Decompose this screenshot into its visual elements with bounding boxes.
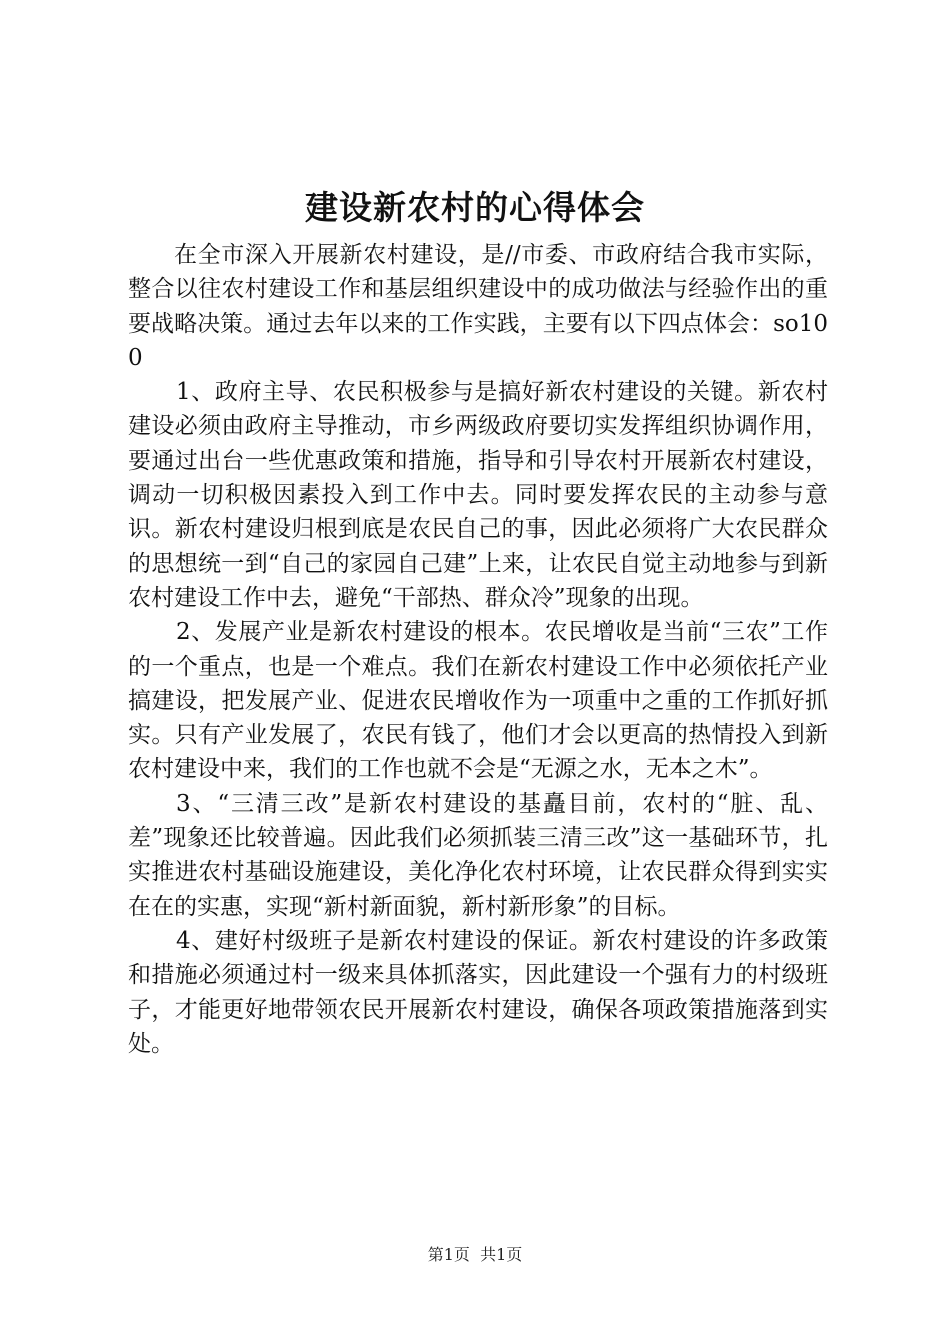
document-title: 建设新农村的心得体会 <box>305 188 645 227</box>
point-3-paragraph: 3、“三清三改”是新农村建设的基矗目前，农村的“脏、乱、差”现象还比较普遍。因此我们必须抓装三清三改”这一基础环节，扎实推进农村基础设施建设，美化净化农村环境，让农民群众得到实实在在的实惠，实现“新村新面貌，新村新形象”的目标。 <box>128 790 828 920</box>
document-body <box>128 238 828 1061</box>
intro-paragraph: 在全市深入开展新农村建设，是//市委、市政府结合我市实际，整合以往农村建设工作和基层组织建设中的成功做法与经验作出的重要战略决策。通过去年以来的工作实践，主要有以下四点体会：so100 <box>128 242 828 371</box>
page-total: 共1页 <box>480 1245 523 1264</box>
page-footer <box>0 1244 950 1266</box>
point-4-paragraph: 4、建好村级班子是新农村建设的保证。新农村建设的许多政策和措施必须通过村一级来具体抓落实，因此建设一个强有力的村级班子，才能更好地带领农民开展新农村建设，确保各项政策措施落到实处。 <box>128 927 828 1057</box>
point-1-paragraph: 1、政府主导、农民积极参与是搞好新农村建设的关键。新农村建设必须由政府主导推动，市乡两级政府要切实发挥组织协调作用，要通过出台一些优惠政策和措施，指导和引导农村开展新农村建设，调动一切积极因素投入到工作中去。同时要发挥农民的主动参与意识。新农村建设归根到底是农民自己的事，因此必须将广大农民群众的思想统一到“自己的家园自己建”上来，让农民自觉主动地参与到新农村建设工作中去，避免“干部热、群众冷”现象的出现。 <box>128 379 828 611</box>
point-2-paragraph: 2、发展产业是新农村建设的根本。农民增收是当前“三农”工作的一个重点，也是一个难点。我们在新农村建设工作中必须依托产业搞建设，把发展产业、促进农民增收作为一项重中之重的工作抓好抓实。只有产业发展了，农民有钱了，他们才会以更高的热情投入到新农村建设中来，我们的工作也就不会是“无源之水，无本之木”。 <box>128 619 828 783</box>
page-number: 第1页 <box>427 1245 470 1264</box>
